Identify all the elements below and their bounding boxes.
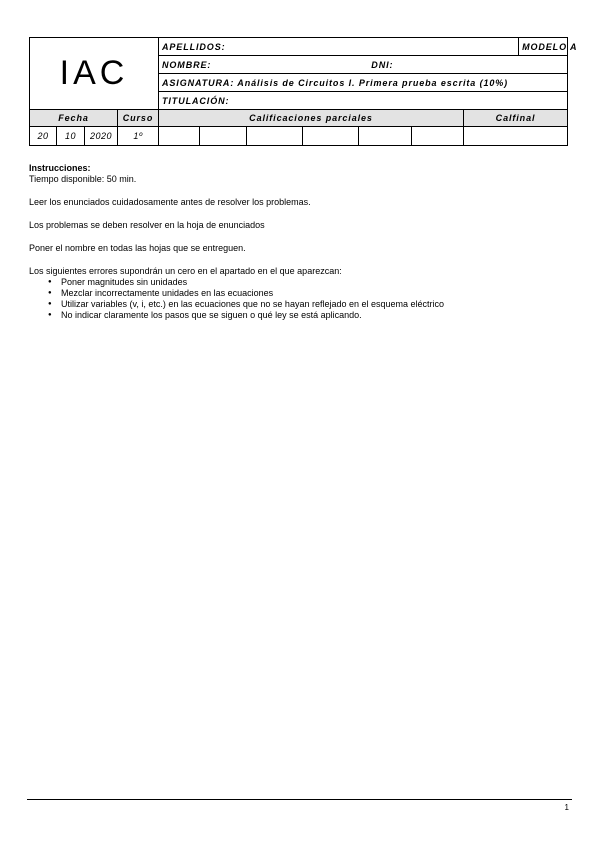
curso-value: 1º [118,127,159,146]
final-grade-cell[interactable] [464,127,568,146]
grade-cell-3[interactable] [247,127,303,146]
calfinal-label: Calfinal [464,110,568,127]
instruction-read: Leer los enunciados cuidadosamente antes de resolver los problemas. [29,197,311,207]
curso-label: Curso [118,110,159,127]
titulacion-field[interactable]: TITULACIÓN: [159,92,568,110]
logo: IAC [30,38,159,110]
calificaciones-label: Calificaciones parciales [159,110,464,127]
list-item: ● Poner magnitudes sin unidades [29,277,569,288]
instruction-name: Poner el nombre en todas las hojas que se entreguen. [29,243,246,253]
grade-cell-6[interactable] [412,127,464,146]
fecha-mes: 10 [57,127,85,146]
fecha-label: Fecha [30,110,118,127]
nombre-label: NOMBRE: [162,59,212,70]
instructions-heading: Instrucciones: [29,163,91,173]
instructions [29,163,569,321]
dni-label: DNI: [371,59,394,70]
list-item: ● Mezclar incorrectamente unidades en las ecuaciones [29,288,569,299]
exam-header-table [29,37,578,146]
grade-cell-1[interactable] [159,127,200,146]
grade-cell-2[interactable] [200,127,247,146]
grade-cell-4[interactable] [303,127,359,146]
apellidos-field[interactable]: APELLIDOS: [159,38,519,56]
grade-cell-5[interactable] [359,127,412,146]
errors-intro: Los siguientes errores supondrán un cero en el apartado en el que aparezcan: [29,266,342,276]
fecha-dia: 20 [30,127,57,146]
page-number: 1 [564,803,569,812]
fecha-anio: 2020 [85,127,118,146]
footer-divider [27,799,572,800]
time-available: Tiempo disponible: 50 min. [29,174,137,184]
instruction-solve: Los problemas se deben resolver en la hoja de enunciados [29,220,265,230]
list-item: ● Utilizar variables (v, i, etc.) en las ecuaciones que no se hayan reflejado en el esquema eléctrico [29,299,569,310]
nombre-dni-row[interactable] [159,56,568,74]
asignatura-label: ASIGNATURA: Análisis de Circuitos I. Primera prueba escrita (10%) [159,74,568,92]
errors-list [29,277,569,321]
modelo-label: MODELO A [519,38,568,56]
list-item: ● No indicar claramente los pasos que se siguen o qué ley se está aplicando. [29,310,569,321]
